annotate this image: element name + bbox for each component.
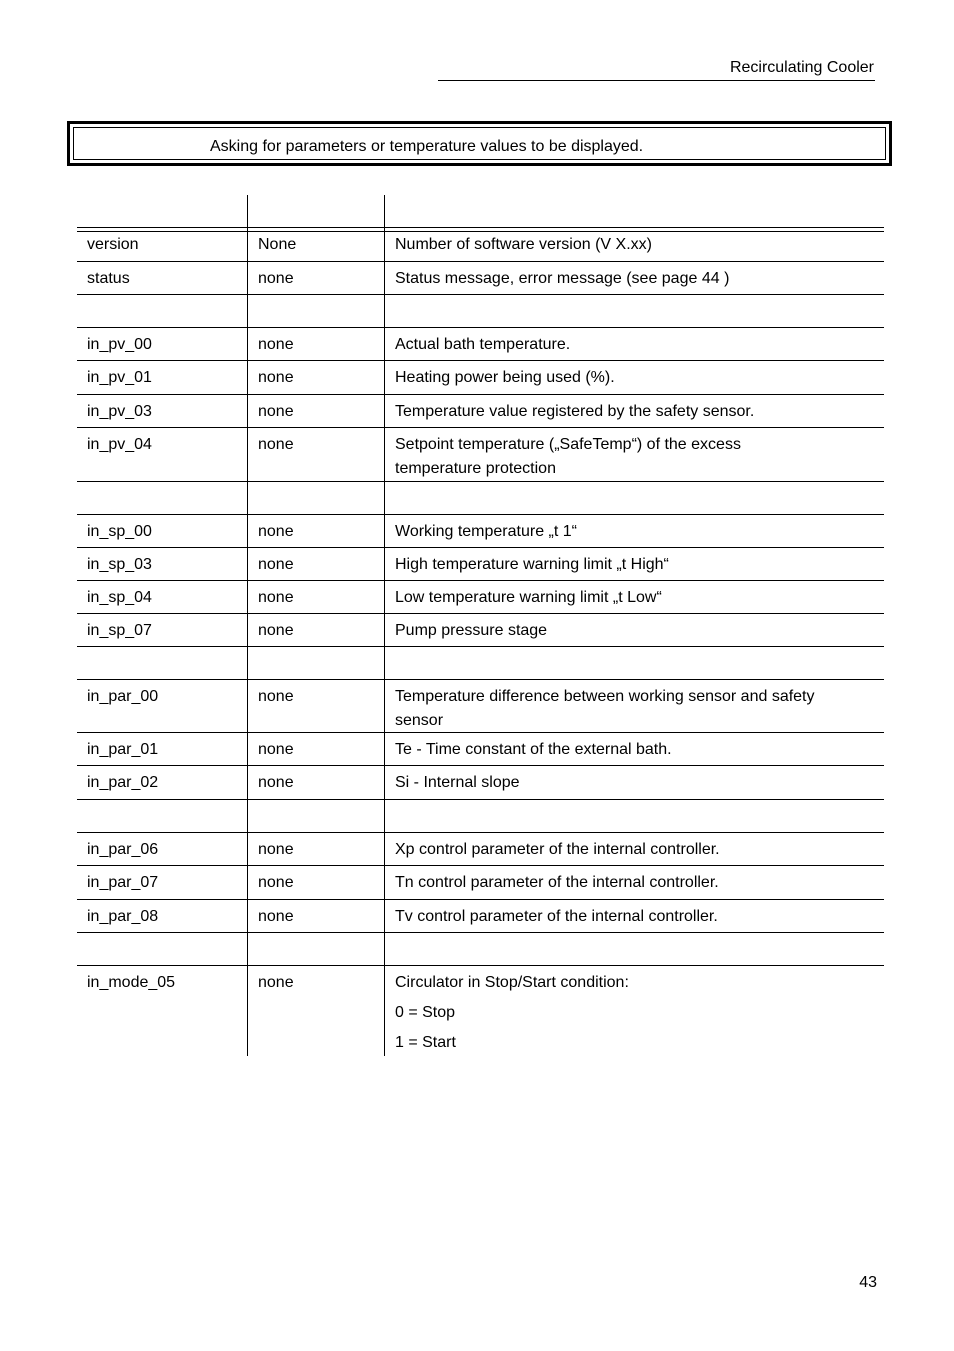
command-cell: in_par_07: [87, 874, 159, 891]
banner-box: [67, 121, 892, 166]
table-row: [77, 766, 884, 800]
table-row: [77, 833, 884, 866]
empty-cell: [247, 800, 384, 833]
empty-cell: [77, 933, 247, 966]
command-cell: in_par_02: [87, 774, 159, 791]
empty-cell: [384, 195, 884, 228]
table-row: [77, 966, 884, 1056]
parameter-cell: none: [247, 680, 384, 733]
description-line: 1 = Start: [395, 1034, 456, 1051]
description-line: Working temperature „t 1“: [395, 523, 577, 540]
parameter-cell: none: [247, 766, 384, 800]
parameter-cell: none: [247, 733, 384, 766]
description-cell: [384, 515, 884, 548]
parameter-cell: none: [247, 515, 384, 548]
description-cell: [384, 361, 884, 395]
description-cell: [384, 766, 884, 800]
table-group-row: [77, 295, 884, 328]
description-cell: [384, 614, 884, 647]
description-line: Temperature value registered by the safety sensor.: [395, 403, 755, 420]
description-cell: [384, 395, 884, 428]
parameter-cell: none: [247, 581, 384, 614]
parameter-cell: none: [247, 361, 384, 395]
table-group-row: [77, 482, 884, 515]
command-cell: in_sp_03: [87, 556, 152, 573]
description-line: Low temperature warning limit „t Low“: [395, 589, 662, 606]
empty-cell: [77, 195, 247, 228]
parameter-cell: none: [247, 614, 384, 647]
description-line: 0 = Stop: [395, 1004, 456, 1021]
table-row: [77, 428, 884, 482]
parameter-cell: none: [247, 428, 384, 482]
parameter-table: [77, 195, 884, 1056]
table-group-row: [77, 933, 884, 966]
command-cell: version: [87, 236, 139, 253]
table-row: [77, 680, 884, 733]
empty-cell: [247, 933, 384, 966]
description-cell: [384, 900, 884, 933]
command-cell: in_par_00: [87, 688, 159, 705]
description-line: Setpoint temperature („SafeTemp“) of the excess: [395, 436, 741, 453]
command-cell: in_pv_04: [87, 436, 152, 453]
banner-text: Asking for parameters or temperature values to be displayed.: [210, 138, 644, 155]
parameter-cell: none: [247, 966, 384, 1056]
parameter-cell: none: [247, 395, 384, 428]
empty-cell: [384, 800, 884, 833]
description-cell: [384, 328, 884, 361]
empty-cell: [247, 647, 384, 680]
parameter-cell: none: [247, 833, 384, 866]
description-cell: [384, 680, 884, 733]
parameter-cell: none: [247, 900, 384, 933]
description-cell: [384, 866, 884, 900]
description-line: High temperature warning limit „t High“: [395, 556, 669, 573]
description-cell: [384, 733, 884, 766]
empty-cell: [77, 482, 247, 515]
description-line: temperature protection: [395, 460, 556, 477]
empty-cell: [384, 933, 884, 966]
table-group-row: [77, 647, 884, 680]
description-line: Tn control parameter of the internal controller.: [395, 874, 719, 891]
empty-cell: [247, 482, 384, 515]
table-row: [77, 262, 884, 295]
banner-inner-frame: [73, 127, 886, 160]
page-number: 43: [859, 1274, 877, 1291]
description-line: Status message, error message (see page 44 ): [395, 270, 730, 287]
command-cell: in_pv_00: [87, 336, 152, 353]
description-cell: [384, 548, 884, 581]
description-cell: [384, 262, 884, 295]
table-row: [77, 361, 884, 395]
empty-cell: [77, 800, 247, 833]
description-line: Actual bath temperature.: [395, 336, 571, 353]
empty-cell: [247, 295, 384, 328]
table-row: [77, 395, 884, 428]
parameter-cell: none: [247, 262, 384, 295]
description-cell: [384, 228, 884, 262]
description-cell: [384, 833, 884, 866]
table-row: [77, 548, 884, 581]
description-line: Number of software version (V X.xx): [395, 236, 652, 253]
table-row: [77, 900, 884, 933]
header-title: Recirculating Cooler: [729, 59, 874, 76]
table-row: [77, 733, 884, 766]
command-cell: in_mode_05: [87, 974, 176, 991]
description-line: Temperature difference between working sensor and safety: [395, 688, 815, 705]
empty-cell: [77, 295, 247, 328]
command-cell: in_par_06: [87, 841, 159, 858]
table-row: [77, 328, 884, 361]
empty-cell: [384, 647, 884, 680]
empty-cell: [77, 647, 247, 680]
parameter-cell: None: [247, 228, 384, 262]
description-cell: [384, 966, 884, 1056]
description-cell: [384, 428, 884, 482]
command-cell: in_sp_04: [87, 589, 152, 606]
table-header-row: [77, 195, 884, 228]
description-line: sensor: [395, 712, 444, 729]
command-cell: in_par_01: [87, 741, 159, 758]
command-cell: in_pv_03: [87, 403, 152, 420]
command-cell: in_sp_00: [87, 523, 152, 540]
parameter-cell: none: [247, 328, 384, 361]
description-line: Xp control parameter of the internal controller.: [395, 841, 720, 858]
description-cell: [384, 581, 884, 614]
table-row: [77, 866, 884, 900]
table-row: [77, 614, 884, 647]
table-row: [77, 581, 884, 614]
description-line: Heating power being used (%).: [395, 369, 615, 386]
description-line: Si - Internal slope: [395, 774, 520, 791]
empty-cell: [247, 195, 384, 228]
description-line: Circulator in Stop/Start condition:: [395, 974, 629, 991]
empty-cell: [384, 295, 884, 328]
description-line: Pump pressure stage: [395, 622, 548, 639]
command-cell: in_pv_01: [87, 369, 152, 386]
description-line: Te - Time constant of the external bath.: [395, 741, 672, 758]
command-cell: status: [87, 270, 130, 287]
table-group-row: [77, 800, 884, 833]
empty-cell: [384, 482, 884, 515]
description-line: Tv control parameter of the internal controller.: [395, 908, 718, 925]
command-cell: in_sp_07: [87, 622, 152, 639]
parameter-cell: none: [247, 548, 384, 581]
table-row: [77, 515, 884, 548]
command-cell: in_par_08: [87, 908, 159, 925]
parameter-cell: none: [247, 866, 384, 900]
header-rule: [438, 80, 875, 81]
table-row: [77, 228, 884, 262]
